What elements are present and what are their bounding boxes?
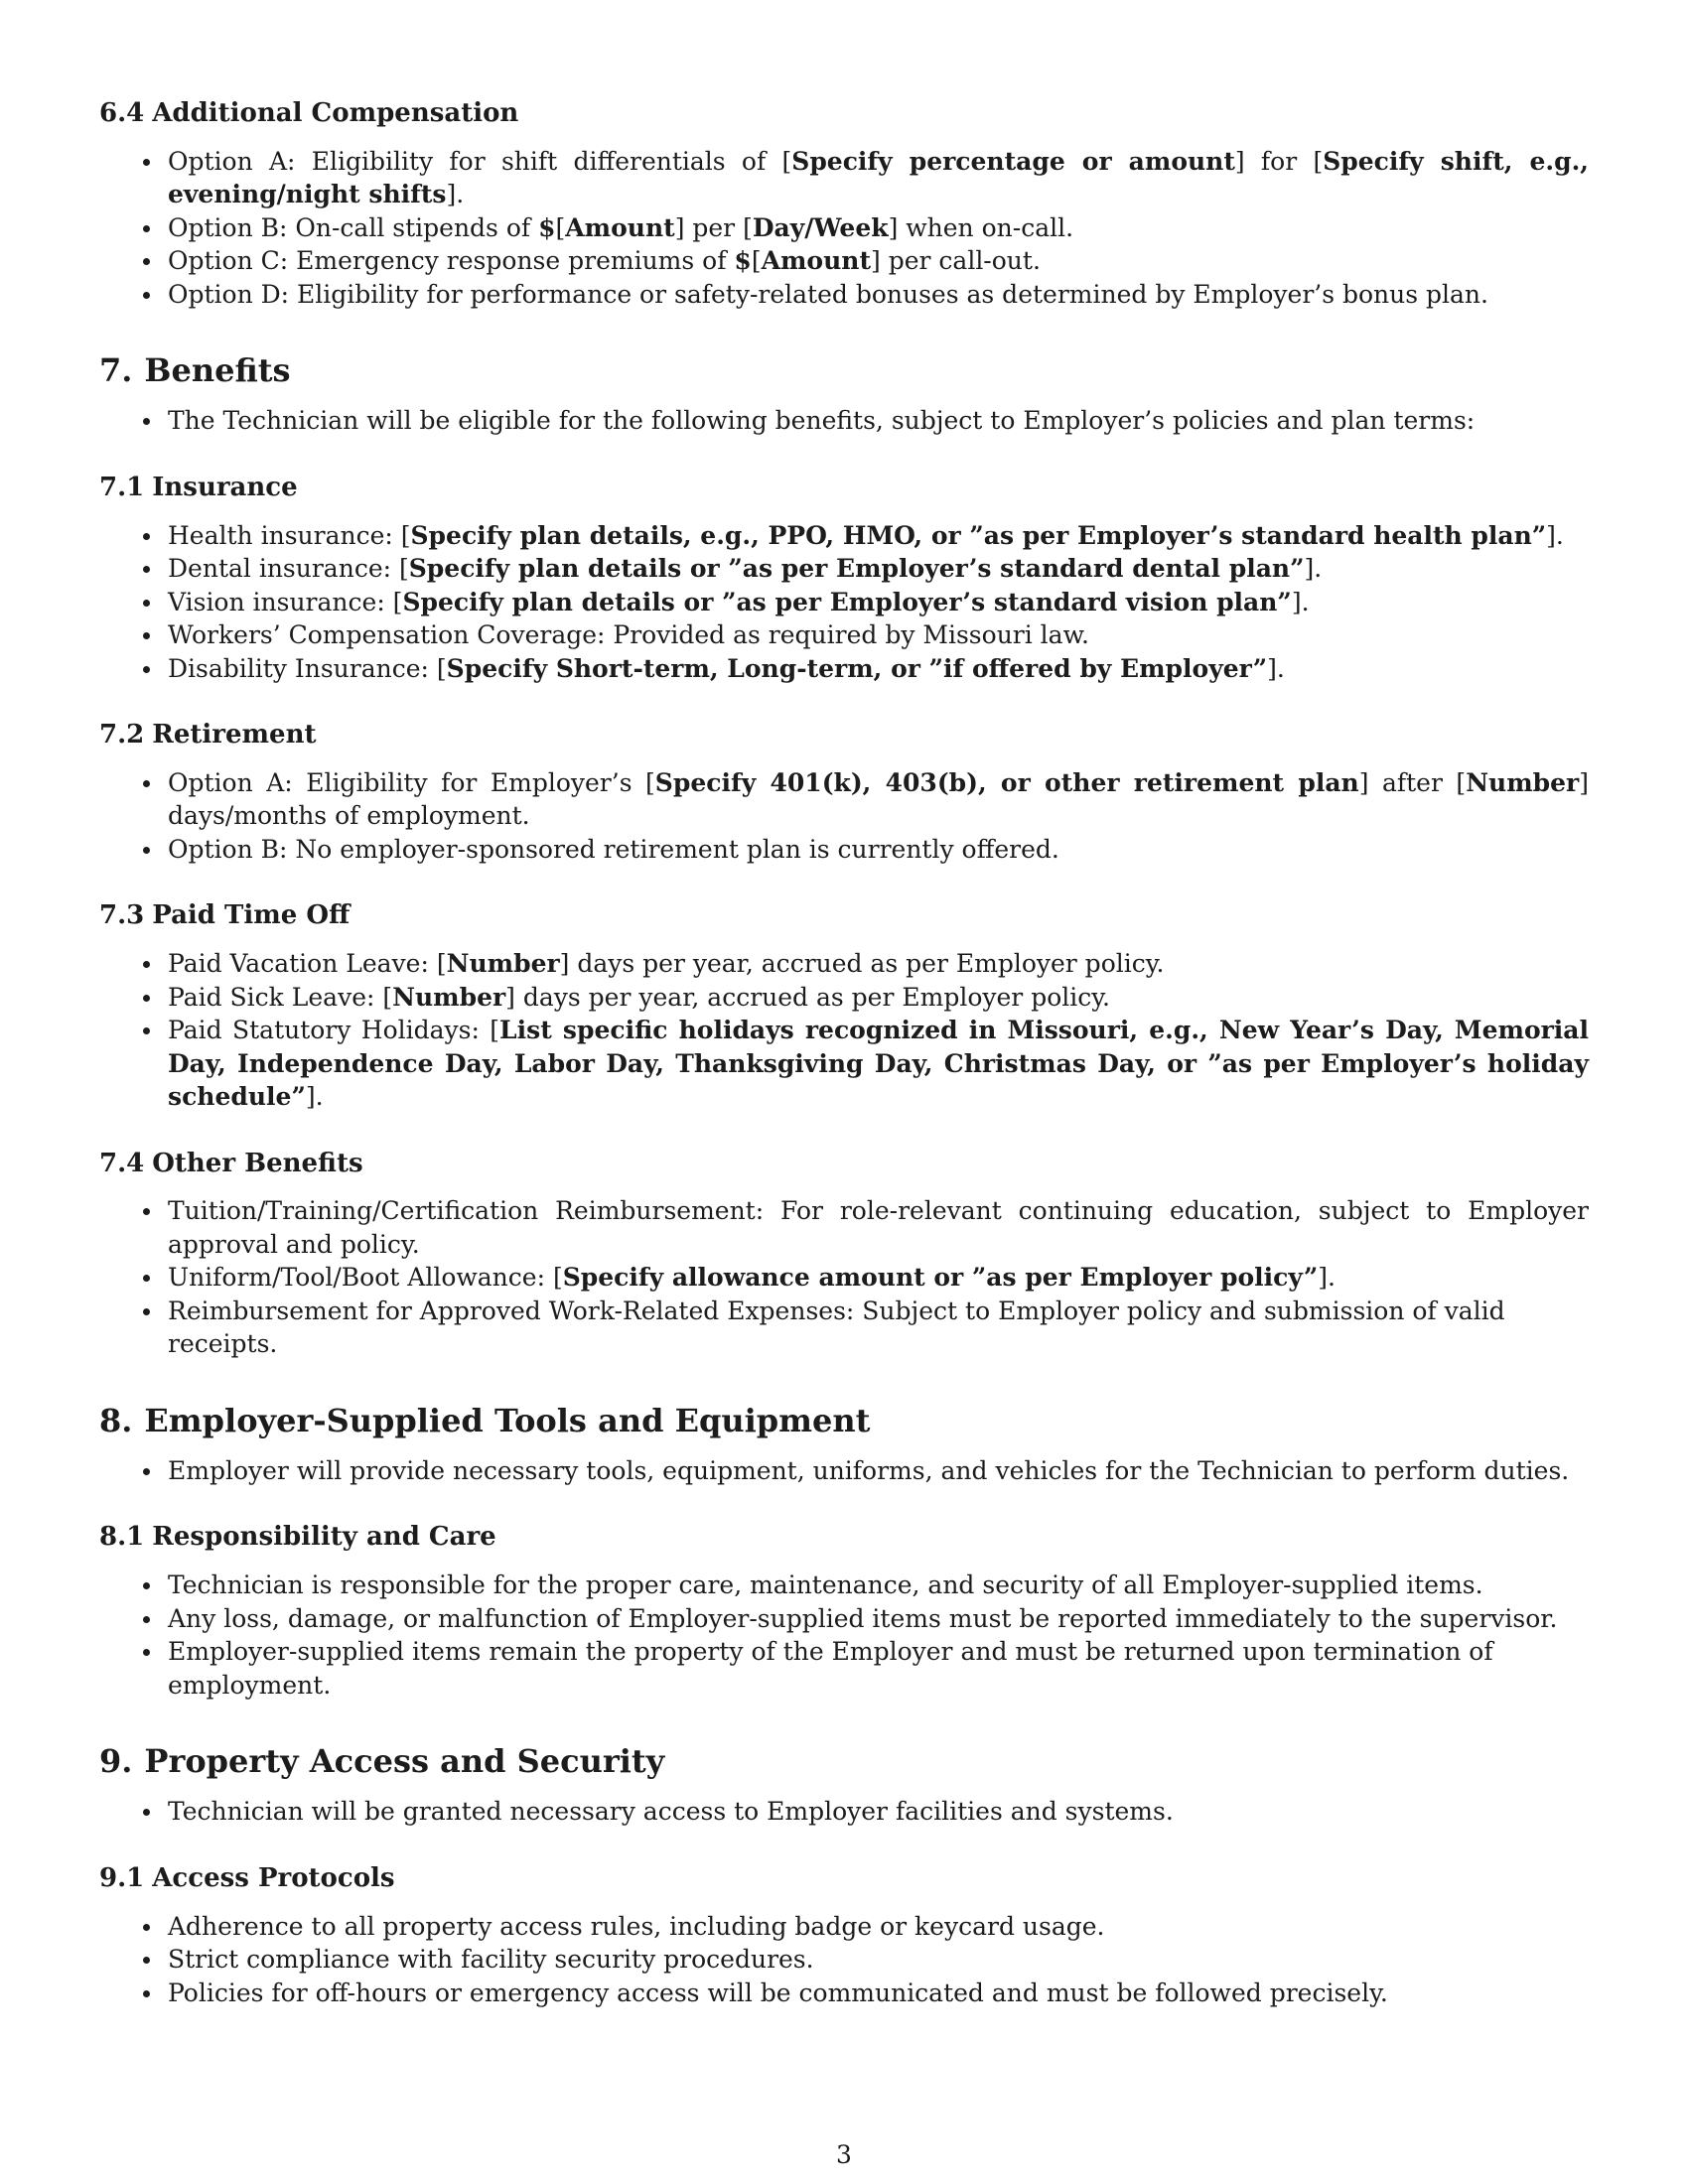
page-number: 3 <box>836 2140 852 2169</box>
page-content <box>99 97 1589 2009</box>
section-8-1-heading: 8.1 Responsibility and Care <box>99 1522 496 1553</box>
list-item: Option A: Eligibility for Employer’s [Specify 401(k), 403(b), or other retirement plan] after [Number] days/months of employment. <box>168 766 1589 833</box>
list-item: Employer will provide necessary tools, equipment, uniforms, and vehicles for the Technician to perform duties. <box>168 1454 1589 1488</box>
list-item: Disability Insurance: [Specify Short-term, Long-term, or ”if offered by Employer”]. <box>168 652 1589 686</box>
list-item: Any loss, damage, or malfunction of Employer-supplied items must be reported immediately to the supervisor. <box>168 1602 1589 1636</box>
section-9-list <box>99 1795 1589 1829</box>
section-7-heading: 7. Benefits <box>99 351 291 390</box>
section-7-1-list <box>99 519 1589 686</box>
list-item: Tuition/Training/Certification Reimbursement: For role-relevant continuing education, subject to Employer approval and policy. <box>168 1194 1589 1261</box>
list-item: Option B: No employer-sponsored retirement plan is currently offered. <box>168 833 1589 867</box>
list-item: Option C: Emergency response premiums of $[Amount] per call-out. <box>168 244 1589 278</box>
section-7-4-heading: 7.4 Other Benefits <box>99 1148 363 1178</box>
list-item: Option B: On-call stipends of $[Amount] per [Day/Week] when on-call. <box>168 211 1589 245</box>
list-item: Option A: Eligibility for shift differentials of [Specify percentage or amount] for [Specify shift, e.g., evening/night shifts]. <box>168 145 1589 211</box>
list-item: Option D: Eligibility for performance or safety-related bonuses as determined by Employer’s bonus plan. <box>168 278 1589 312</box>
section-6-4-list <box>99 145 1589 312</box>
list-item: Technician is responsible for the proper care, maintenance, and security of all Employer-supplied items. <box>168 1569 1589 1602</box>
list-item: Strict compliance with facility security procedures. <box>168 1943 1589 1977</box>
section-9-heading: 9. Property Access and Security <box>99 1742 665 1781</box>
section-8-heading: 8. Employer-Supplied Tools and Equipment <box>99 1401 871 1439</box>
list-item: Paid Statutory Holidays: [List specific holidays recognized in Missouri, e.g., New Year’s Day, Memorial Day, Independence Day, Labor Day, Thanksgiving Day, Christmas Day, or ”as per Employer’s holiday schedule”]. <box>168 1014 1589 1114</box>
section-7-3-heading: 7.3 Paid Time Off <box>99 900 351 931</box>
list-item: Dental insurance: [Specify plan details or ”as per Employer’s standard dental plan”]. <box>168 552 1589 586</box>
list-item: Paid Sick Leave: [Number] days per year, accrued as per Employer policy. <box>168 981 1589 1015</box>
list-item: Policies for off-hours or emergency access will be communicated and must be followed precisely. <box>168 1977 1589 2010</box>
list-item: Reimbursement for Approved Work-Related Expenses: Subject to Employer policy and submission of valid receipts. <box>168 1295 1589 1361</box>
section-7-2-heading: 7.2 Retirement <box>99 720 317 751</box>
section-8-1-list <box>99 1569 1589 1702</box>
section-7-2-list <box>99 766 1589 867</box>
list-item: Technician will be granted necessary access to Employer facilities and systems. <box>168 1795 1589 1829</box>
list-item: Adherence to all property access rules, including badge or keycard usage. <box>168 1910 1589 1944</box>
section-8-list <box>99 1454 1589 1488</box>
list-item: The Technician will be eligible for the following benefits, subject to Employer’s policies and plan terms: <box>168 404 1589 438</box>
section-7-list <box>99 404 1589 438</box>
section-9-1-list <box>99 1910 1589 2010</box>
list-item: Uniform/Tool/Boot Allowance: [Specify allowance amount or ”as per Employer policy”]. <box>168 1261 1589 1295</box>
list-item: Employer-supplied items remain the property of the Employer and must be returned upon termination of employment. <box>168 1635 1589 1702</box>
section-7-3-list <box>99 947 1589 1114</box>
list-item: Workers’ Compensation Coverage: Provided as required by Missouri law. <box>168 618 1589 652</box>
section-6-4-heading: 6.4 Additional Compensation <box>99 98 519 128</box>
section-7-1-heading: 7.1 Insurance <box>99 472 298 502</box>
section-9-1-heading: 9.1 Access Protocols <box>99 1862 395 1893</box>
list-item: Vision insurance: [Specify plan details or ”as per Employer’s standard vision plan”]. <box>168 586 1589 619</box>
list-item: Paid Vacation Leave: [Number] days per year, accrued as per Employer policy. <box>168 947 1589 981</box>
list-item: Health insurance: [Specify plan details, e.g., PPO, HMO, or ”as per Employer’s standard health plan”]. <box>168 519 1589 553</box>
section-7-4-list <box>99 1194 1589 1361</box>
